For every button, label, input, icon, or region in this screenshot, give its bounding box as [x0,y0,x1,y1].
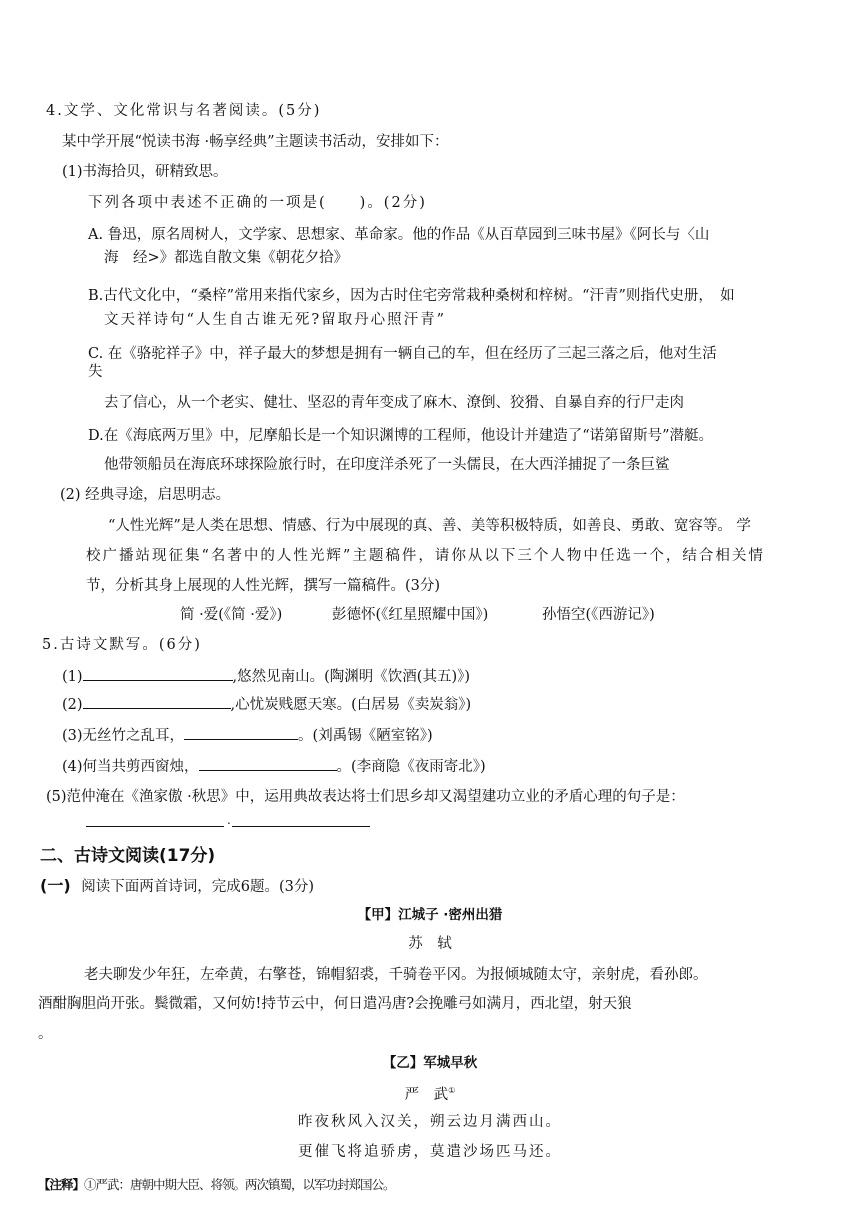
item-number: (1) [62,669,83,685]
poem-b-author [0,1081,860,1105]
note-marker: ① [448,1086,456,1095]
recitation-item-1 [62,666,470,687]
q4-part1-question: 下列各项中表述不正确的一项是( )。(2分) [88,195,427,211]
annotation-label: 【注释】 [38,1177,85,1192]
option-a: A. 鲁迅，原名周树人，文学家、思想家、革命家。他的作品《从百草园到三味书屋》《阿长与〈山 [88,227,710,243]
poem-a-author: 苏 轼 [408,936,452,952]
q4-part2-line3: 节，分析其身上展现的人性光辉，撰写一篇稿件。(3分) [86,578,441,594]
poem-a-line1: 老夫聊发少年狂，左牵黄，右擎苍，锦帽貂裘，千骑卷平冈。为报倾城随太守，亲射虎，看孙郎。 [84,967,708,983]
annotation-text: ①严武：唐朝中期大臣、将领。两次镇蜀，以军功封郑国公。 [84,1177,395,1192]
option-c-wrap: 失 [88,364,103,380]
item-source: ,悠然见南山。(陶渊明《饮酒(其五)》) [232,669,471,685]
option-c-cont: 去了信心，从一个老实、健壮、坚忍的青年变成了麻木、潦倒、狡猾、自暴自弃的行尸走肉 [104,395,684,411]
section-title: 二、古诗文阅读(17分) [40,846,216,866]
poem-a-line3: 。 [38,1026,53,1042]
answer-blank[interactable] [184,725,298,740]
poem-b-title: 【乙】军城早秋 [382,1055,478,1071]
q4-part2-line2: 校广播站现征集“名著中的人性光辉”主题稿件，请你从以下三个人物中任选一个，结合相关情 [86,548,765,564]
recitation-item-3 [62,725,433,746]
q4-part1-title: (1)书海拾贝，研精致思。 [62,164,228,180]
q4-title: 4.文学、文化常识与名著阅读。(5分) [46,103,322,119]
character-option: 彭德怀(《红星照耀中国》) [332,607,489,623]
part-instruction: 阅读下面两首诗词，完成6题。(3分) [81,879,315,895]
annotation [38,1175,395,1195]
answer-blank[interactable] [232,826,370,827]
poem-b-line2: 更催飞将追骄虏，莫遣沙场匹马还。 [298,1144,562,1160]
answer-blank[interactable] [83,666,233,681]
part-heading [40,876,314,897]
option-b-cont: 文天祥诗句“人生自古谁无死?留取丹心照汗青” [104,312,447,328]
q4-intro: 某中学开展“悦读书海 ·畅享经典”主题读书活动，安排如下： [62,134,449,150]
poem-a-line2: 酒酣胸胆尚开张。鬓微霜，又何妨!持节云中，何日遣冯唐?会挽雕弓如满月，西北望，射天狼 [38,996,632,1012]
option-a-cont: 海 经>》都选自散文集《朝花夕拾》 [104,250,349,266]
q5-title: 5.古诗文默写。(6分) [42,637,202,653]
option-d: D.在《海底两万里》中，尼摩船长是一个知识渊博的工程师，他设计并建造了“诺第留斯号”潜艇。 [88,428,714,444]
item-source: 。(刘禹锡《陋室铭》) [298,728,433,744]
recitation-item-2 [62,694,471,715]
answer-blank[interactable] [83,694,231,709]
item-source: ,心忧炭贱愿天寒。(白居易《卖炭翁》) [230,697,472,713]
item-source: 。(李商隐《夜雨寄北》) [336,759,486,775]
recitation-item-5: (5)范仲淹在《渔家傲 ·秋思》中，运用典故表达将士们思乡却又渴望建功立业的矛盾心理的句子是： [46,789,685,805]
item-number: (4)何当共剪西窗烛， [62,759,199,775]
item-number: (3)无丝竹之乱耳， [62,728,185,744]
blank-separator: . [227,813,231,827]
poem-a-title: 【甲】江城子 ·密州出猎 [357,907,503,923]
option-b: B.古代文化中，“桑梓”常用来指代家乡，因为古时住宅旁常栽种桑树和梓树。“汗青”则指代史册， 如 [88,288,735,304]
q4-part2-line1: “人性光辉”是人类在思想、情感、行为中展现的真、善、美等积极特质，如善良、勇敢、宽容等。 学 [108,518,751,534]
answer-blank[interactable] [199,756,337,771]
character-option: 孙悟空(《西游记》) [542,607,655,623]
option-d-cont: 他带领船员在海底环球探险旅行时，在印度洋杀死了一头儒艮，在大西洋捕捉了一条巨鲨 [104,457,670,473]
answer-blank[interactable] [86,826,224,827]
q4-part2-title: (2) 经典寻途，启思明志。 [60,487,231,503]
recitation-item-4 [62,756,486,777]
poem-b-line1: 昨夜秋风入汉关，朔云边月满西山。 [298,1114,562,1130]
author-name: 严 武 [404,1086,449,1103]
option-c: C. 在《骆驼祥子》中，祥子最大的梦想是拥有一辆自己的车，但在经历了三起三落之后，他对生活 [88,346,717,362]
item-number: (2) [62,697,83,713]
character-option: 简 ·爱(《简 ·爱》) [180,607,283,623]
part-label: (一) [40,876,71,895]
